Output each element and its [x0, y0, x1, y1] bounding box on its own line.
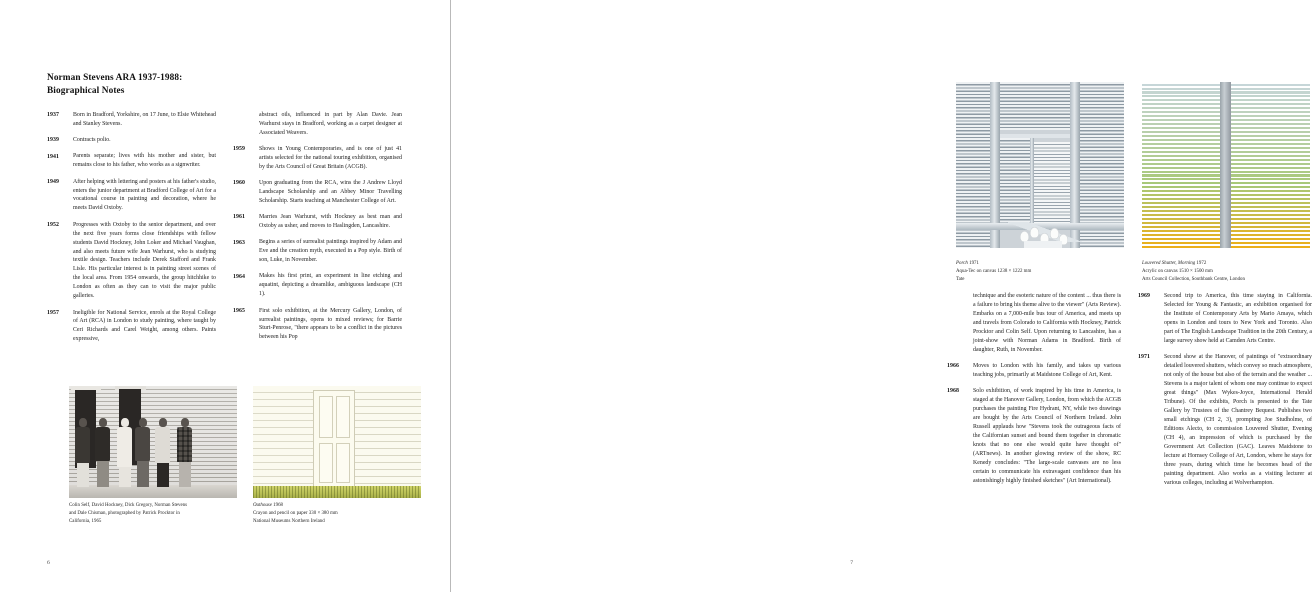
entry-year: 1968 [947, 388, 959, 395]
page-right [450, 0, 1312, 592]
entry-year: 1960 [233, 180, 245, 187]
entry-year: 1952 [47, 221, 59, 228]
chronology-entry [233, 179, 402, 206]
photo-person [95, 418, 110, 487]
caption-line: California, 1965 [69, 518, 102, 524]
entry-year: 1971 [1138, 354, 1150, 361]
figure-caption [956, 260, 1124, 283]
page-right-figure-captions [956, 256, 1310, 283]
caption-line: and Dale Chisman, photographed by Patrick Procktor in [69, 510, 180, 516]
entry-year: 1965 [233, 307, 245, 314]
page-number-right: 7 [850, 560, 853, 566]
chronology-entry [47, 136, 216, 145]
chronology-entry [47, 309, 216, 345]
page-right-column-1 [947, 292, 1121, 495]
entry-text: Progresses with Oxtoby to the senior department, and over the next five years forms close friendships with fellow students David Hockney, John Loker and Michael Vaughan, and also meets future wife Jean Warhurst, who is studying textile design. Teachers include Derek Stafford and Frank Lisle. His particular interest is in painting street scenes of the local area. From 1954 onwards, the group hitchhike to London as often as they can to visit the major public galleries. [73, 221, 216, 300]
caption-title-line [253, 502, 421, 510]
louvre-panel [1034, 142, 1070, 226]
page-right-column-2 [1138, 292, 1312, 495]
entry-year: 1963 [233, 239, 245, 246]
chronology-entry [1138, 292, 1312, 346]
entry-year: 1941 [47, 153, 59, 160]
chronology-entry [47, 152, 216, 170]
chronology-entry [47, 111, 216, 129]
entry-text: First solo exhibition, at the Mercury Gallery, London, of surrealist paintings, opens to mixed reviews; for Barrie Sturt-Penrose, "there appears to be a conflict in the pictures between his Pop [259, 307, 402, 341]
chronology-entry [947, 362, 1121, 380]
entry-text: abstract oils, influenced in part by Alan Davie. Jean Warhurst stays in Bradford, working as a carpet designer at Associated Weavers. [259, 111, 402, 136]
entry-year: 1949 [47, 178, 59, 185]
page-number-left: 6 [47, 560, 50, 566]
entry-text: Marries Jean Warhurst, with Hockney as best man and Oxtoby as usher, and moves to Haslingden, Lancashire. [259, 214, 402, 230]
caption-line: Crayon and pencil on paper 330 × 380 mm [253, 510, 338, 516]
caption-line: Colin Self, David Hockney, Dick Gregory, Norman Stevens [69, 503, 188, 508]
entry-text: Second trip to America, this time staying in California. Selected for Young & Fantastic, an exhibition organised for the Institute of Contemporary Arts by Mario Amaya, which opens in London and tours to New York and Toronto. Also part of The English Landscape Tradition in the 20th Century, a large survey show held at Camden Arts Centre. [1164, 293, 1312, 344]
entry-text: Moves to London with his family, and takes up various teaching jobs, primarily at Maidstone College of Art, Kent. [973, 362, 1121, 378]
page-left-column-1 [47, 111, 216, 352]
entry-text: Contracts polio. [73, 137, 111, 144]
page-left-columns [47, 111, 402, 352]
drawing-door [313, 390, 355, 487]
louvre-panel [1000, 82, 1070, 130]
entry-year: 1969 [1138, 293, 1150, 300]
page-title [47, 72, 402, 99]
chronology-entry-continued [947, 292, 1121, 355]
photo-person [135, 418, 150, 487]
caption-title-line [956, 260, 1124, 268]
entry-text: Parents separate; lives with his mother and sister, but remains close to his father, who works as a signwriter. [73, 153, 216, 169]
group-photograph-image [69, 386, 237, 498]
entry-text: Upon graduating from the RCA, wins the J Andrew Lloyd Landscape Scholarship and an Abbey Minor Travelling Scholarship. Starts teaching at Manchester College of Art. [259, 180, 402, 205]
chronology-entry [233, 238, 402, 265]
chronology-entry [47, 178, 216, 214]
chronology-entry [947, 387, 1121, 486]
flower-vase [1024, 241, 1062, 248]
outhouse-drawing-image [253, 386, 421, 498]
porch-painting-image [956, 82, 1124, 248]
caption-line: Aqua-Tec on canvas 1238 × 1222 mm [956, 268, 1032, 274]
entry-text: technique and the esoteric nature of the content ... thus there is a failure to bring his theme alive to the viewer" (Arts Review). Embarks on a 7,000-mile bus tour of America, and meets up and travels from Colorado to California with Hockney, Patrick Procktor and Colin Self. Upon returning to Lancashire, has a joint-show with Norman Adams in Bradford. Birth of daughter, Ruth, in November. [973, 293, 1121, 353]
page-left-column-2 [233, 111, 402, 352]
entry-year: 1957 [47, 309, 59, 316]
entry-year: 1937 [47, 112, 59, 119]
figure-outhouse-drawing [253, 386, 421, 525]
artwork-date: 1972 [1196, 261, 1207, 266]
caption-line: Acrylic on canvas 1510 × 1500 mm [1142, 268, 1213, 274]
entry-text: After helping with lettering and posters at his father's studio, enters the junior department at Bradford College of Art for a vocational course in painting and decoration, where he meets David Oxtoby. [73, 178, 216, 212]
entry-text: Shows in Young Contemporaries, and is one of just 41 artists selected for the national touring exhibition, organised by the Arts Council of Great Britain (ACGB). [259, 146, 402, 170]
artwork-title: Louvered Shutter, Morning [1142, 261, 1196, 266]
entry-year: 1961 [233, 214, 245, 221]
chronology-entry [233, 145, 402, 172]
photo-person [75, 418, 90, 487]
shutter-centre-post [1220, 82, 1231, 248]
caption-line: Tate [956, 276, 965, 282]
door-panel [336, 396, 350, 438]
figure-caption [69, 502, 237, 525]
entry-text: Born in Bradford, Yorkshire, on 17 June, to Elsie Whitehead and Stanley Stevens. [73, 111, 216, 127]
entry-text: Solo exhibition, of work inspired by his time in America, is staged at the Hanover Gallery, London, from which the ACGB purchases the painting Fire Hydrant, NY, while two drawings are bought by the Arts Council of Northern Ireland. John Russell applauds how "Stevens took the outrageous facts of the Californian sunset and bound them together in chromatic knots that no one else would quite have thought of" (ARTnews). In another glowing review of the show, RC Kenedy concludes: "The large-scale canvases are no less certain to communicate his extravagant confidence than his astonishingly highly finished sketches" (Art International). [973, 388, 1121, 484]
caption-title-line [1142, 260, 1310, 268]
entry-year: 1964 [233, 273, 245, 280]
louvered-shutter-painting-image [1142, 82, 1310, 248]
porch-flowers [1018, 226, 1070, 248]
entry-text: Second show at the Hanover, of paintings of "extraordinary detailed louvered shutters, which convey so much atmosphere, not only of the house but also of the terrain and the weather ... Stevens is a major talent of whom one may continue to expect great things" (Max Wykes-Joyce, International Herald Tribune). Of the exhibits, Porch is presented to the Tate Gallery by Trustees of the Chantrey Bequest. Publishes two small etchings (CH 2, 3), prompting Joe Studholme, of Editions Alecto, to commission Louvered Shutter, Evening (CH 4), an impression of which is purchased by the Government Art Collection (GAC). Leaves Maidstone to lecture at Hornsey College of Art, London, where he stays for three years, during which time he becomes head of the painting department. Also works as a visiting lecturer at various colleges, including at Wolverhampton. [1164, 354, 1312, 486]
figure-caption [1142, 260, 1310, 283]
photo-person [155, 418, 170, 487]
page-left-text-block [47, 72, 402, 352]
page-left [0, 0, 450, 592]
louvre-panel [1000, 138, 1030, 230]
artwork-title: Outhouse [253, 503, 272, 508]
figure-group-photograph [69, 386, 237, 525]
photo-person [117, 418, 132, 487]
door-panel [319, 443, 333, 483]
chronology-entry [233, 213, 402, 231]
artwork-date: 1971 [969, 261, 979, 266]
drawing-siding-left [253, 386, 311, 487]
entry-text: Ineligible for National Service, enrols at the Royal College of Art (RCA) in London to study painting, where taught by Ceri Richards and Carel Weight, among others. Paints expressive, [73, 309, 216, 343]
page-title-line-1: Norman Stevens ARA 1937-1988: [47, 73, 183, 83]
drawing-grass [253, 486, 421, 498]
entry-text: Begins a series of surrealist paintings inspired by Adam and Eve and the creation myth, executed in a Pop style. Birth of son, Luke, in November. [259, 239, 402, 264]
chronology-entry [233, 272, 402, 299]
page-title-line-2: Biographical Notes [47, 86, 125, 97]
entry-year: 1939 [47, 137, 59, 144]
chronology-entry-continued [233, 111, 402, 138]
page-left-figures [69, 386, 434, 525]
entry-year: 1966 [947, 363, 959, 370]
door-panel [336, 443, 350, 483]
chronology-entry [233, 307, 402, 343]
artwork-date: 1968 [273, 503, 284, 508]
page-right-columns [947, 292, 1313, 495]
chronology-entry [47, 221, 216, 302]
caption-line: National Museums Northern Ireland [253, 518, 325, 524]
door-panel [319, 396, 333, 438]
caption-line: Arts Council Collection, Southbank Centre, London [1142, 276, 1245, 282]
chronology-entry [1138, 353, 1312, 488]
entry-year: 1959 [233, 146, 245, 153]
page-right-figures [956, 82, 1310, 248]
figure-caption [253, 502, 421, 525]
artwork-title: Porch [956, 261, 968, 266]
window-mullion [1030, 138, 1034, 230]
photo-person [177, 418, 192, 487]
entry-text: Makes his first print, an experiment in line etching and aquatint, depicting a dreamlike, ambiguous landscape (CH 1). [259, 273, 402, 298]
